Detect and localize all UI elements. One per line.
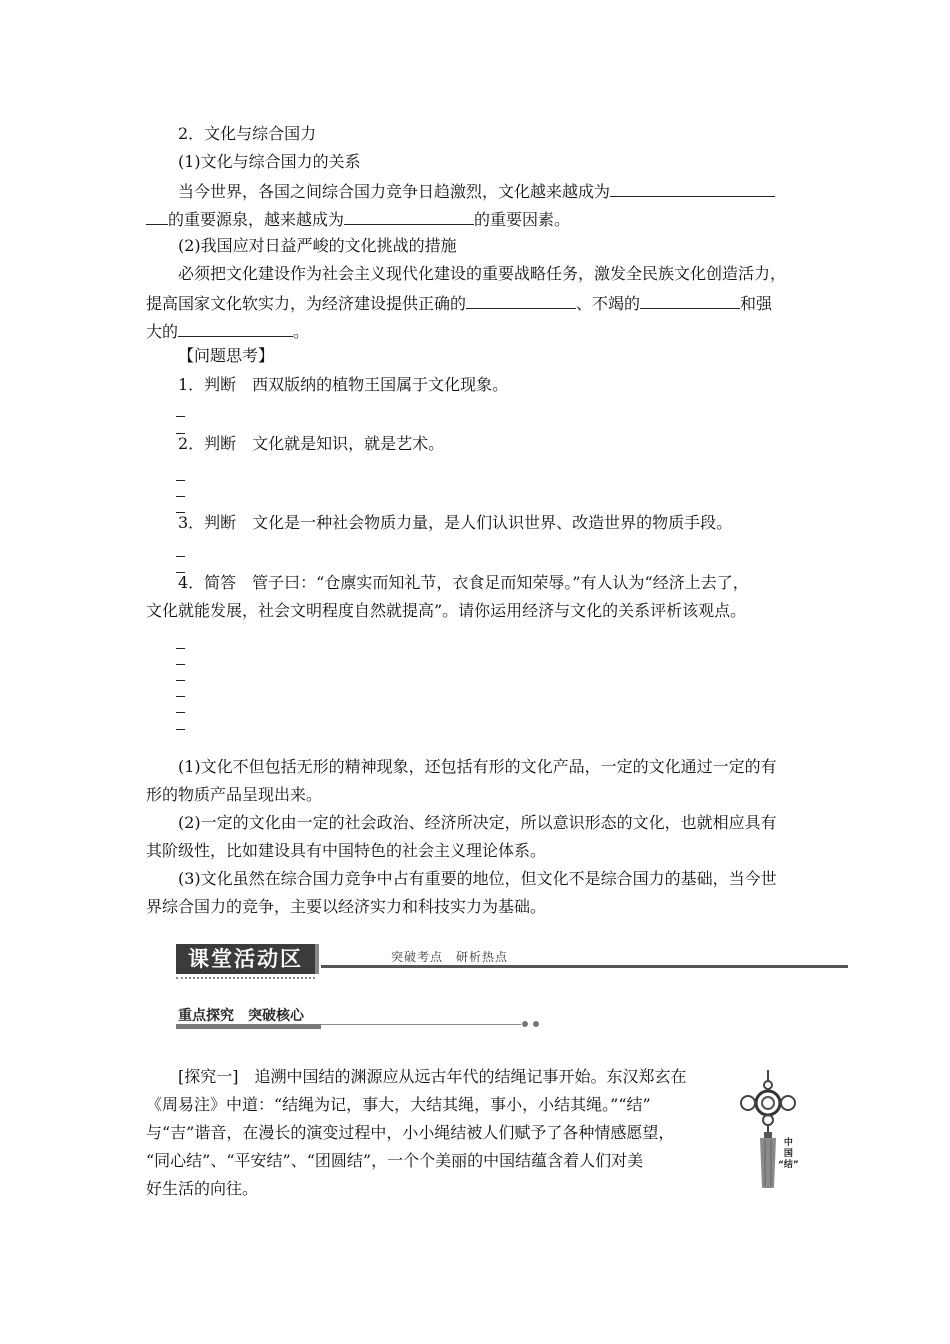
paragraph-line: 必须把文化建设作为社会主义现代化建设的重要战略任务，激发全民族文化创造活力， (178, 264, 787, 283)
knot-caption-line: “结” (778, 1160, 799, 1170)
focus-section-bar (176, 1024, 321, 1029)
focus-section-title: 重点探究 突破核心 (178, 1008, 304, 1024)
text-run: 提高国家文化软实力，为经济建设提供正确的 (146, 294, 467, 313)
answer-line[interactable] (176, 416, 185, 417)
question-1: 1．判断 西双版纳的植物王国属于文化现象。 (178, 375, 509, 394)
answer-line[interactable] (176, 496, 185, 497)
question-4-line-1: 4．简答 管子曰：“仓廪实而知礼节，衣食足而知荣辱。”有人认为“经济上去了， (178, 573, 749, 592)
inquiry-line-5: 好生活的向往。 (146, 1179, 259, 1198)
text-run: 当今世界，各国之间综合国力竞争日趋激烈，文化越来越成为 (178, 182, 611, 201)
classroom-activity-banner: 课堂活动区 (176, 944, 319, 974)
text-run: 、不竭的 (576, 294, 641, 313)
text-run: 的重要源泉，越来越成为 (168, 210, 345, 229)
answer-line[interactable] (176, 696, 185, 697)
section-title: 2．文化与综合国力 (178, 124, 317, 143)
inquiry-line-4: “同心结”、“平安结”、“团圆结”，一个个美丽的中国结蕴含着人们对美 (146, 1151, 644, 1170)
fill-blank[interactable] (640, 292, 740, 309)
fill-blank[interactable] (466, 292, 576, 309)
fill-blank[interactable] (146, 208, 168, 225)
text-run: 大的 (146, 322, 179, 341)
inquiry-line-2: 《周易注》中道：“结绳为记，事大，大结其绳，事小，小结其绳。”“结” (146, 1095, 651, 1114)
inquiry-line-3: 与“吉”谐音，在漫长的演变过程中，小小绳结被人们赋予了各种情感愿望， (146, 1123, 675, 1142)
answer-line[interactable] (176, 648, 185, 649)
paragraph-line (146, 208, 570, 230)
paragraph-line (146, 292, 772, 314)
dot-icon (533, 1021, 539, 1027)
banner-rule (321, 965, 848, 968)
knot-caption (778, 1138, 799, 1171)
subsection-title-2: (2)我国应对日益严峻的文化挑战的措施 (178, 236, 457, 255)
subsection-title-1: (1)文化与综合国力的关系 (178, 152, 361, 171)
knot-caption-line: 国 (783, 1149, 793, 1159)
chinese-knot-image (738, 1070, 798, 1188)
answer-line[interactable] (176, 729, 185, 730)
dot-icon (522, 1021, 528, 1027)
inquiry-line-1: [探究一] 追溯中国结的渊源应从远古年代的结绳记事开始。东汉郑玄在 (178, 1067, 687, 1086)
text-run: 和强 (740, 294, 773, 313)
question-2: 2．判断 文化就是知识，就是艺术。 (178, 434, 445, 453)
questions-heading: 【问题思考】 (178, 346, 275, 365)
question-4-line-2: 文化就能发展，社会文明程度自然就提高”。请你运用经济与文化的关系评析该观点。 (146, 601, 747, 620)
fill-blank[interactable] (178, 320, 293, 337)
focus-section-line (321, 1024, 521, 1025)
answer-line[interactable] (176, 480, 185, 481)
answer-1-line-2: 形的物质产品呈现出来。 (146, 785, 323, 804)
fill-blank[interactable] (344, 208, 474, 225)
answer-2-line-1: (2)一定的文化由一定的社会政治、经济所决定，所以意识形态的文化，也就相应具有 (178, 813, 777, 832)
answer-3-line-2: 界综合国力的竞争，主要以经济实力和科技实力为基础。 (146, 897, 547, 916)
answer-line[interactable] (176, 712, 185, 713)
text-run: 的重要因素。 (474, 210, 571, 229)
fill-blank[interactable] (610, 180, 775, 197)
question-3: 3．判断 文化是一种社会物质力量，是人们认识世界、改造世界的物质手段。 (178, 513, 733, 532)
text-run: 。 (293, 322, 310, 341)
banner-subtitle: 突破考点 研析热点 (391, 950, 509, 964)
answer-line[interactable] (176, 556, 185, 557)
banner-dotted-divider (176, 977, 315, 979)
paragraph-line (146, 320, 309, 342)
answer-line[interactable] (176, 680, 185, 681)
knot-caption-line: 中 (783, 1138, 793, 1148)
paragraph-line (178, 180, 775, 202)
answer-2-line-2: 其阶级性，比如建设具有中国特色的社会主义理论体系。 (146, 841, 547, 860)
answer-1-line-1: (1)文化不但包括无形的精神现象，还包括有形的文化产品，一定的文化通过一定的有 (178, 757, 777, 776)
answer-line[interactable] (176, 664, 185, 665)
answer-3-line-1: (3)文化虽然在综合国力竞争中占有重要的地位，但文化不是综合国力的基础，当今世 (178, 869, 777, 888)
